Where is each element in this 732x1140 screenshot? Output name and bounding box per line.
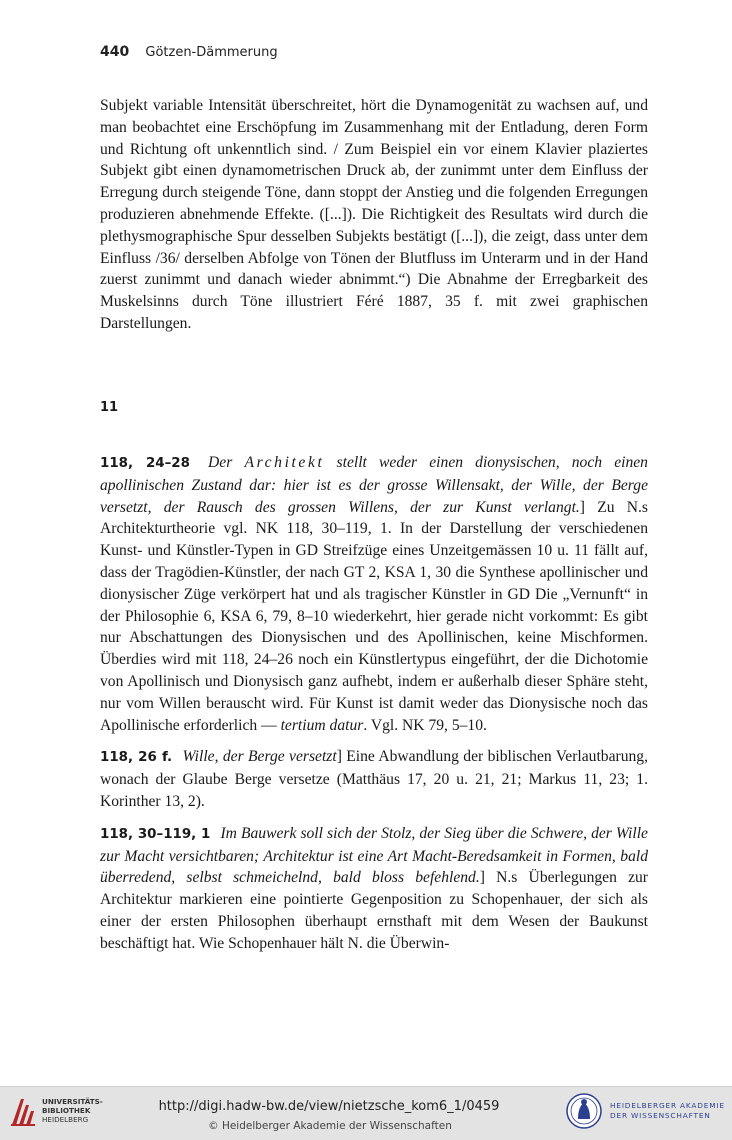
- permalink-url[interactable]: http://digi.hadw-bw.de/view/nietzsche_kom6_1/0459: [158, 1099, 500, 1114]
- lemma: Im Bauwerk soll sich der Stolz, der Sieg über die Schwere, der Wille zur Macht versichtbaren; Architektur ist eine Art Macht-Beredsamkeit in Formen, bald überredend, selbst schmeichelnd, bald bloss befehlend.: [100, 824, 648, 887]
- commentary-text: ] Eine Abwandlung der biblischen Verlautbarung, wonach der Glaube Berge versetze (Matthäus 17, 20 u. 21, 21; Markus 11, 23; 1. Korinther 13, 2).: [100, 748, 648, 810]
- page-number: 440: [100, 44, 130, 60]
- commentary-entries: [100, 452, 648, 965]
- running-title: Götzen-Dämmerung: [145, 45, 278, 60]
- ub-line-1: UNIVERSITÄTS-: [42, 1097, 103, 1106]
- ub-line-2: BIBLIOTHEK: [42, 1106, 91, 1115]
- lemma: Wille, der Berge versetzt: [182, 748, 337, 766]
- academy-line-2: DER WISSENSCHAFTEN: [610, 1111, 711, 1120]
- commentary-text: ] Zu N.s Architekturtheorie vgl. NK 118, 30–119, 1. In der Darstellung der verschiedenen Kunst- und Künstler-Typen in GD Streifzüge eines Unzeitgemässen 10 u. 11 fällt auf, dass der Tragödien-Künstler, der nach GT 2, KSA 1, 30 die Synthese apollinischer und dionysischer Züge verkörpert hat und als tragischer Künstler in GD Die „Vernunft“ in der Philosophie 6, KSA 6, 79, 8–10 wiederkehrt, hier gerade nicht vorkommt: Es gibt nur Abschattungen des Dionysischen und des Apollinischen, keine Mischformen. Überdies wird mit 118, 24–26 noch ein Künstlertypus eingeführt, der die Dichotomie von Apollinisch und Dionysisch ganz aufhebt, indem er außerhalb dieser Sphäre steht, nur vom Willen berauscht wird. Für Kunst ist damit weder das Dionysische noch das Apollinische erforderlich —: [100, 498, 648, 734]
- line-reference: 118, 26 f.: [100, 750, 173, 766]
- lemma-spaced-word: Architekt: [244, 454, 325, 471]
- footer-bar: [0, 1086, 732, 1140]
- commentary-text: ] N.s Überlegungen zur Architektur markieren eine pointierte Gegenposition zu Schopenhauer, der sich als einer der ersten Philosophen überhaupt ernsthaft mit dem Wesen der Baukunst beschäftigt hat. Wie Schopenhauer hält N. die Überwin-: [100, 869, 648, 952]
- paragraph-continuation: Subjekt variable Intensität überschreitet, hört die Dynamogenität zu wachsen auf, und man beobachtet eine Erschöpfung im Zusammenhang mit der Entladung, deren Form und Richtung oft unkenntlich sind. / Zum Beispiel ein vor einem Klavier plaziertes Subjekt gibt einen dynamometrischen Druck ab, der zunimmt unter dem Einfluss der Erregung durch steigende Töne, dann stoppt der Anstieg und die folgenden Erregungen produzieren abnehmende Effekte. ([...]). Die Richtigkeit des Resultats wird durch die plethysmographische Spur desselben Subjekts bestätigt ([...]), die zeigt, dass unter dem Einfluss /36/ derselben Abfolge von Tönen der Blutfluss im Unterarm und in der Hand zuerst zunimmt und danach wieder abnimmt.“) Die Abnahme der Erregbarkeit des Muskelsinns durch Töne illustriert Féré 1887, 35 f. mit zwei graphischen Darstellungen.: [100, 97, 648, 332]
- section-number: 11: [100, 400, 119, 415]
- commentary-italic: tertium datur: [280, 716, 364, 734]
- commentary-entry-3: [100, 823, 648, 955]
- ub-line-3: HEIDELBERG: [42, 1115, 89, 1124]
- line-reference: 118, 24–28: [100, 456, 190, 471]
- running-header: [100, 44, 278, 60]
- academy-name: [610, 1101, 725, 1121]
- academy-line-1: HEIDELBERGER AKADEMIE: [610, 1101, 725, 1110]
- lemma-suffix: stellt weder einen dionysischen, noch einen apollinischen Zustand dar: hier ist es der grosse Willensakt, der Wille, der Berge versetzt, der Rausch des grossen Willens, der zur Kunst verlangt.: [100, 454, 648, 516]
- academy-seal-icon: [566, 1093, 602, 1129]
- lemma-prefix: Der: [208, 454, 245, 471]
- line-reference: 118, 30–119, 1: [100, 826, 211, 842]
- commentary-entry-2: [100, 746, 648, 812]
- commentary-end: . Vgl. NK 79, 5–10.: [363, 716, 487, 734]
- copyright-notice: © Heidelberger Akademie der Wissenschaften: [208, 1120, 452, 1132]
- commentary-entry-1: [100, 452, 648, 736]
